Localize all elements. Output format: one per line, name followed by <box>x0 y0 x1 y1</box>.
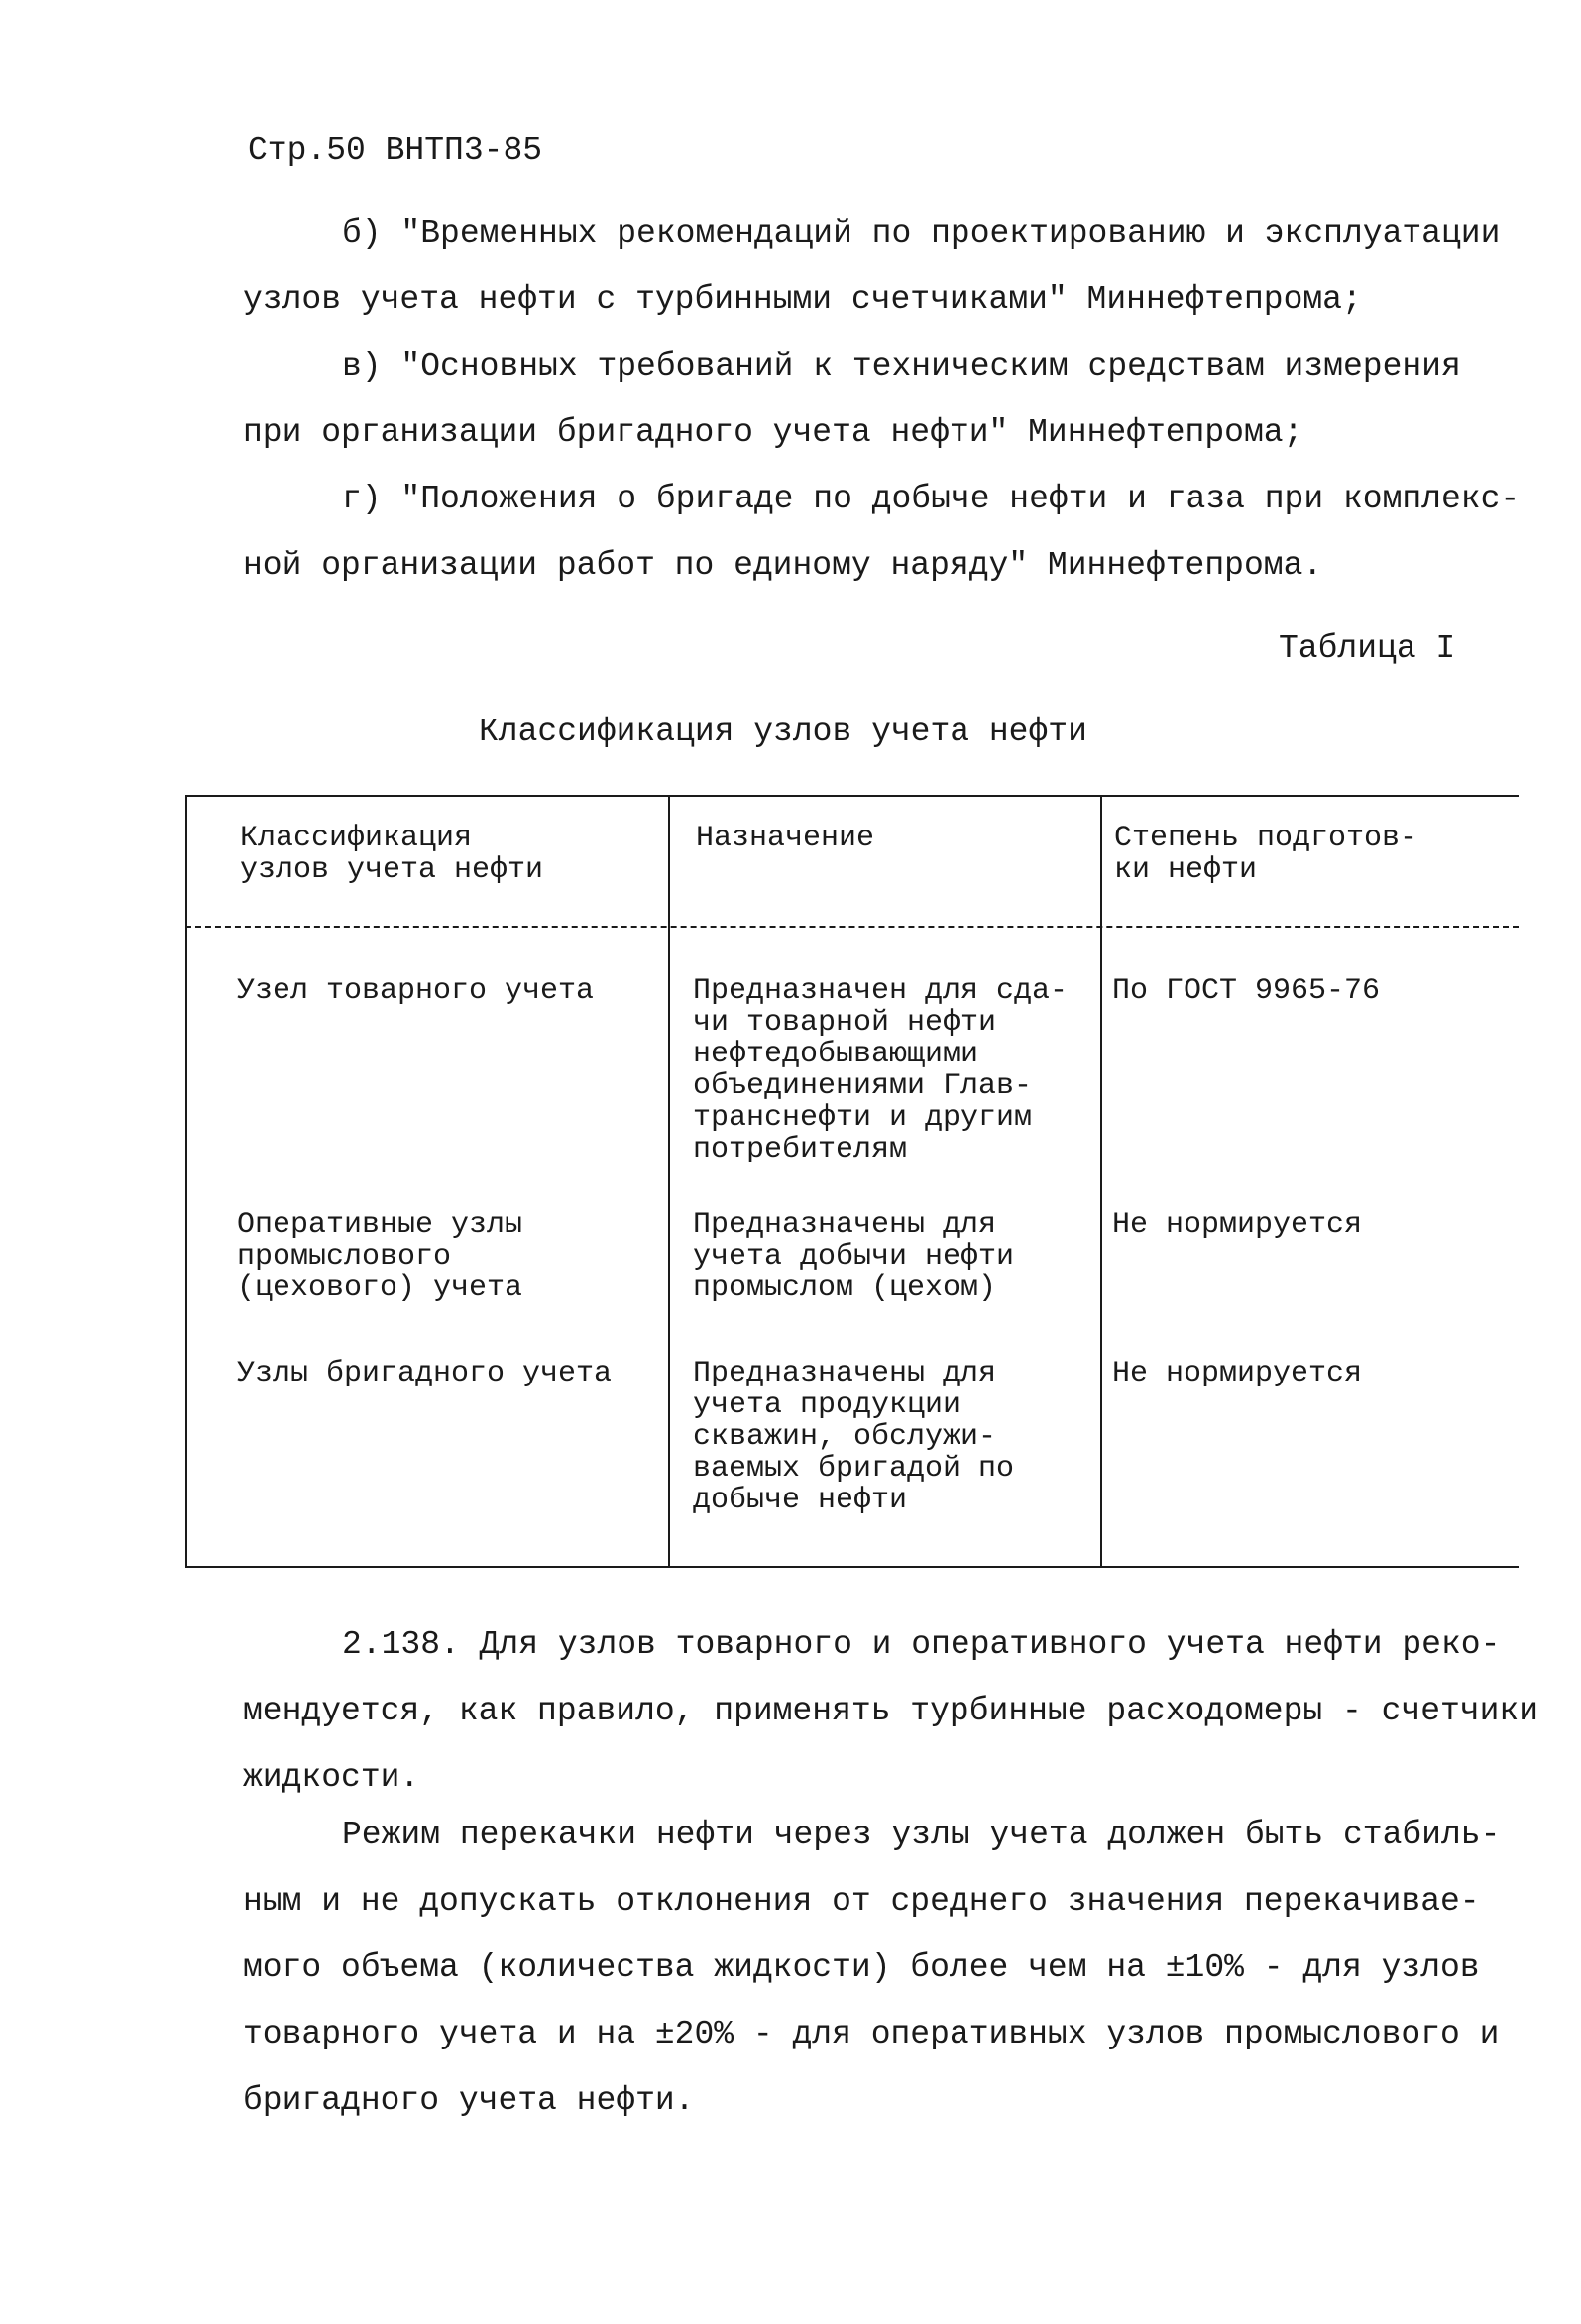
header-line: ки нефти <box>1114 853 1258 887</box>
table-top-border <box>185 795 1519 797</box>
cell-line: Предназначены для <box>693 1208 997 1242</box>
header-line: Назначение <box>696 822 875 855</box>
cell-line: промыслом (цехом) <box>693 1272 997 1305</box>
cell-line: Оперативные узлы <box>237 1208 523 1242</box>
header-cell-classification <box>240 823 543 886</box>
cell-line: чи товарной нефти <box>693 1006 997 1040</box>
page-header: Стр.50 ВНТП3-85 <box>248 132 543 168</box>
cell-line: учета продукции <box>693 1388 961 1422</box>
cell-line: скважин, обслужи- <box>693 1420 997 1454</box>
table-bottom-border <box>185 1566 1519 1568</box>
table-title: Классификация узлов учета нефти <box>479 714 1087 750</box>
intro-item-v <box>243 333 1512 466</box>
header-separator <box>185 926 1519 928</box>
column-divider-1 <box>668 795 670 1568</box>
row2-classification <box>237 1209 522 1304</box>
cell-line: Предназначены для <box>693 1357 997 1390</box>
cell-line: Не нормируется <box>1112 1208 1363 1242</box>
cell-line: Узлы бригадного учета <box>237 1357 613 1390</box>
text-line: при организации бригадного учета нефти" Миннефтепрома; <box>243 414 1303 451</box>
text-line: ным и не допускать отклонения от среднего значения перекачивае- <box>243 1883 1480 1920</box>
cell-line: добыче нефти <box>693 1484 908 1517</box>
text-line: узлов учета нефти с турбинными счетчиками" Миннефтепрома; <box>243 281 1362 318</box>
table-left-border <box>185 795 187 1568</box>
header-cell-preparation <box>1114 823 1417 886</box>
row1-preparation <box>1112 975 1380 1007</box>
text-line: жидкости. <box>243 1759 420 1796</box>
cell-line: Узел товарного учета <box>237 974 595 1008</box>
column-divider-2 <box>1100 795 1102 1568</box>
row3-preparation <box>1112 1358 1362 1389</box>
row1-classification <box>237 975 594 1007</box>
row1-purpose <box>693 975 1068 1165</box>
row3-classification <box>237 1358 612 1389</box>
intro-item-b <box>243 200 1512 333</box>
classification-table <box>185 795 1519 1568</box>
cell-line: Не нормируется <box>1112 1357 1363 1390</box>
header-cell-purpose <box>696 823 874 854</box>
table-label: Таблица I <box>1279 630 1456 667</box>
text-line: б) "Временных рекомендаций по проектированию и эксплуатации <box>342 215 1501 252</box>
text-line: 2.138. Для узлов товарного и оперативного учета нефти реко- <box>342 1626 1501 1663</box>
cell-line: ваемых бригадой по <box>693 1452 1015 1486</box>
text-line: бригадного учета нефти. <box>243 2082 695 2119</box>
text-line: мого объема (количества жидкости) более чем на ±10% - для узлов <box>243 1949 1480 1986</box>
cell-line: промыслового <box>237 1240 452 1273</box>
row3-purpose <box>693 1358 1014 1516</box>
intro-item-g <box>243 466 1521 599</box>
header-line: Классификация <box>240 822 473 855</box>
row2-preparation <box>1112 1209 1362 1241</box>
header-line: узлов учета нефти <box>240 853 544 887</box>
cell-line: нефтедобывающими <box>693 1038 979 1071</box>
cell-line: По ГОСТ 9965-76 <box>1112 974 1381 1008</box>
text-line: товарного учета и на ±20% - для оперативных узлов промыслового и <box>243 2016 1500 2052</box>
cell-line: учета добычи нефти <box>693 1240 1015 1273</box>
row2-purpose <box>693 1209 1014 1304</box>
cell-line: объединениями Глав- <box>693 1069 1033 1103</box>
cell-line: потребителям <box>693 1133 908 1166</box>
cell-line: Предназначен для сда- <box>693 974 1069 1008</box>
cell-line: (цехового) учета <box>237 1272 523 1305</box>
section-2-138 <box>243 1611 1539 1811</box>
regime-paragraph <box>243 1802 1512 2134</box>
text-line: Режим перекачки нефти через узлы учета должен быть стабиль- <box>342 1817 1501 1853</box>
text-line: г) "Положения о бригаде по добыче нефти и газа при комплекс- <box>342 481 1521 517</box>
text-line: мендуется, как правило, применять турбинные расходомеры - счетчики <box>243 1693 1539 1729</box>
text-line: ной организации работ по единому наряду" Миннефтепрома. <box>243 547 1323 584</box>
cell-line: транснефти и другим <box>693 1101 1033 1135</box>
text-line: в) "Основных требований к техническим средствам измерения <box>342 348 1461 385</box>
header-line: Степень подготов- <box>1114 822 1418 855</box>
